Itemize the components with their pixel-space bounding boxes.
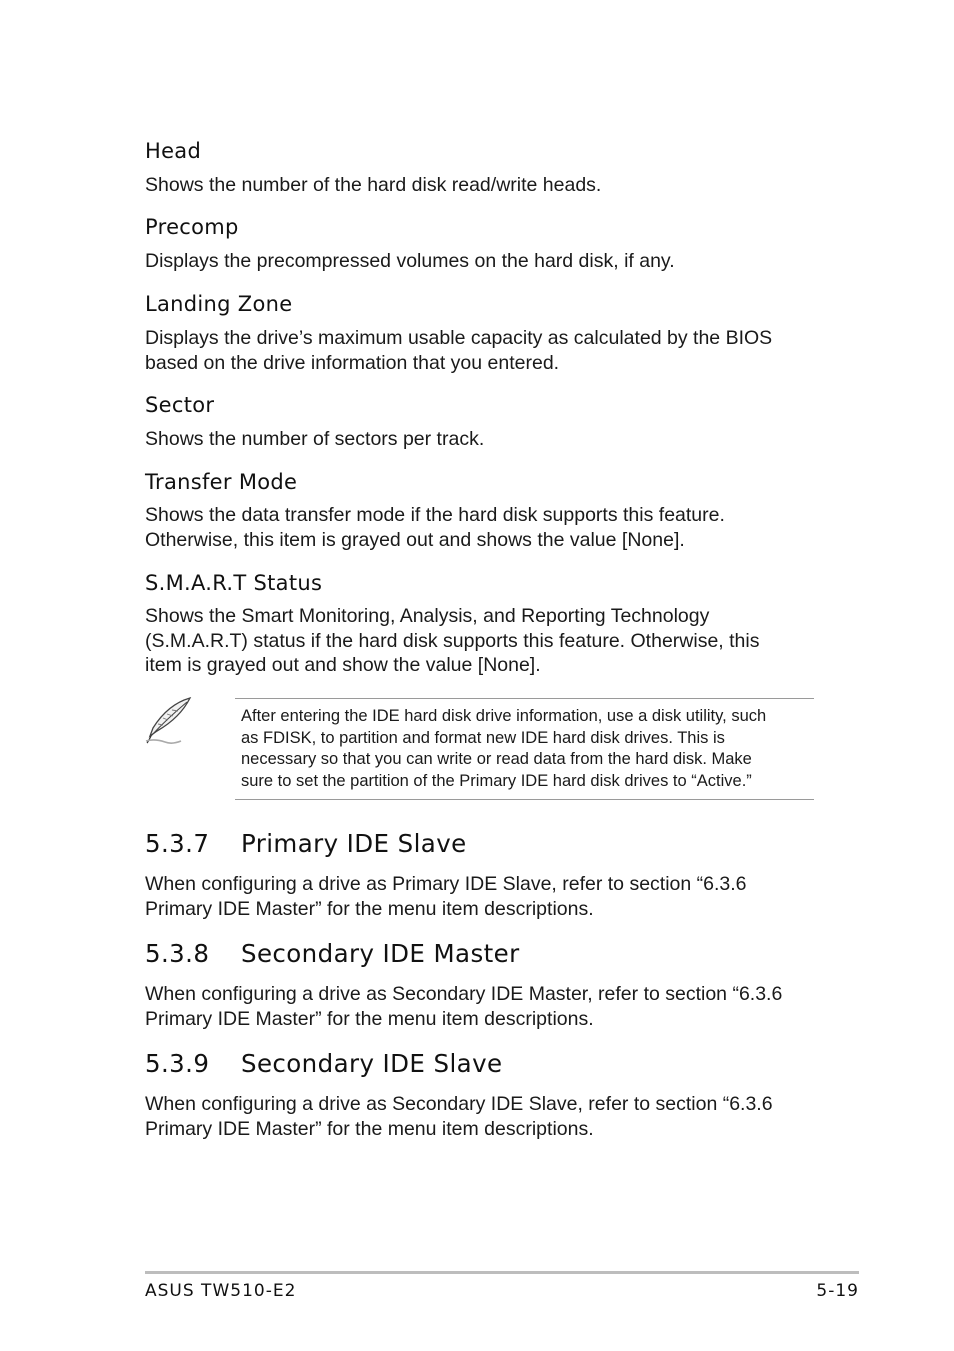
note-line: sure to set the partition of the Primary IDE hard disk drives to “Active.” <box>241 771 752 790</box>
text-line: Shows the data transfer mode if the hard disk supports this feature. <box>145 504 725 526</box>
section-number: 5.3.9 <box>145 1049 210 1078</box>
text-line: When configuring a drive as Primary IDE Slave, refer to section “6.3.6 <box>145 873 747 895</box>
note-text <box>241 706 816 792</box>
text-line: Primary IDE Master” for the menu item descriptions. <box>145 897 594 920</box>
text-line: Primary IDE Master” for the menu item descriptions. <box>145 1117 594 1140</box>
heading-sector: Sector <box>145 393 215 417</box>
note-line: necessary so that you can write or read data from the hard disk. Make <box>241 750 752 768</box>
text-line: When configuring a drive as Secondary IDE Slave, refer to section “6.3.6 <box>145 1093 773 1115</box>
text-line: item is grayed out and show the value [None]. <box>145 654 541 676</box>
text-line: Shows the Smart Monitoring, Analysis, and Reporting Technology <box>145 605 710 627</box>
text-landing-zone <box>145 326 815 375</box>
note-line: After entering the IDE hard disk drive information, use a disk utility, such <box>241 707 767 725</box>
section-title: Primary IDE Slave <box>241 829 467 858</box>
section-title: Secondary IDE Slave <box>241 1049 503 1078</box>
heading-precomp: Precomp <box>145 215 239 239</box>
section-heading-5-3-9 <box>145 1049 502 1078</box>
footer-page-number: 5-19 <box>816 1281 859 1301</box>
text-secondary-ide-master <box>145 982 815 1031</box>
note-line: as FDISK, to partition and format new IDE hard disk drives. This is <box>241 728 725 747</box>
text-line: Displays the drive’s maximum usable capacity as calculated by the BIOS <box>145 327 773 349</box>
section-number: 5.3.7 <box>145 829 210 858</box>
note-bottom-rule <box>235 799 814 800</box>
text-primary-ide-slave <box>145 872 815 921</box>
heading-landing-zone: Landing Zone <box>145 292 293 316</box>
heading-transfer-mode: Transfer Mode <box>145 470 298 494</box>
section-title: Secondary IDE Master <box>241 939 520 968</box>
section-heading-5-3-8 <box>145 939 520 968</box>
heading-head: Head <box>145 139 202 163</box>
text-smart-status <box>145 604 815 678</box>
text-line: Primary IDE Master” for the menu item descriptions. <box>145 1007 594 1030</box>
text-transfer-mode <box>145 503 815 552</box>
footer-rule <box>145 1271 859 1274</box>
feather-pen-icon <box>143 696 195 746</box>
section-heading-5-3-7 <box>145 829 467 858</box>
text-line: (S.M.A.R.T) status if the hard disk supports this feature. Otherwise, this <box>145 629 760 652</box>
note-top-rule <box>235 698 814 699</box>
heading-smart-status: S.M.A.R.T Status <box>145 571 323 595</box>
text-line: Otherwise, this item is grayed out and shows the value [None]. <box>145 528 685 551</box>
text-line: based on the drive information that you entered. <box>145 351 560 374</box>
text-precomp: Displays the precompressed volumes on the hard disk, if any. <box>145 250 675 272</box>
text-secondary-ide-slave <box>145 1092 815 1141</box>
section-number: 5.3.8 <box>145 939 210 968</box>
text-line: When configuring a drive as Secondary IDE Master, refer to section “6.3.6 <box>145 983 783 1005</box>
text-sector: Shows the number of sectors per track. <box>145 428 485 450</box>
text-head: Shows the number of the hard disk read/write heads. <box>145 174 602 196</box>
footer-product: ASUS TW510-E2 <box>145 1281 297 1301</box>
